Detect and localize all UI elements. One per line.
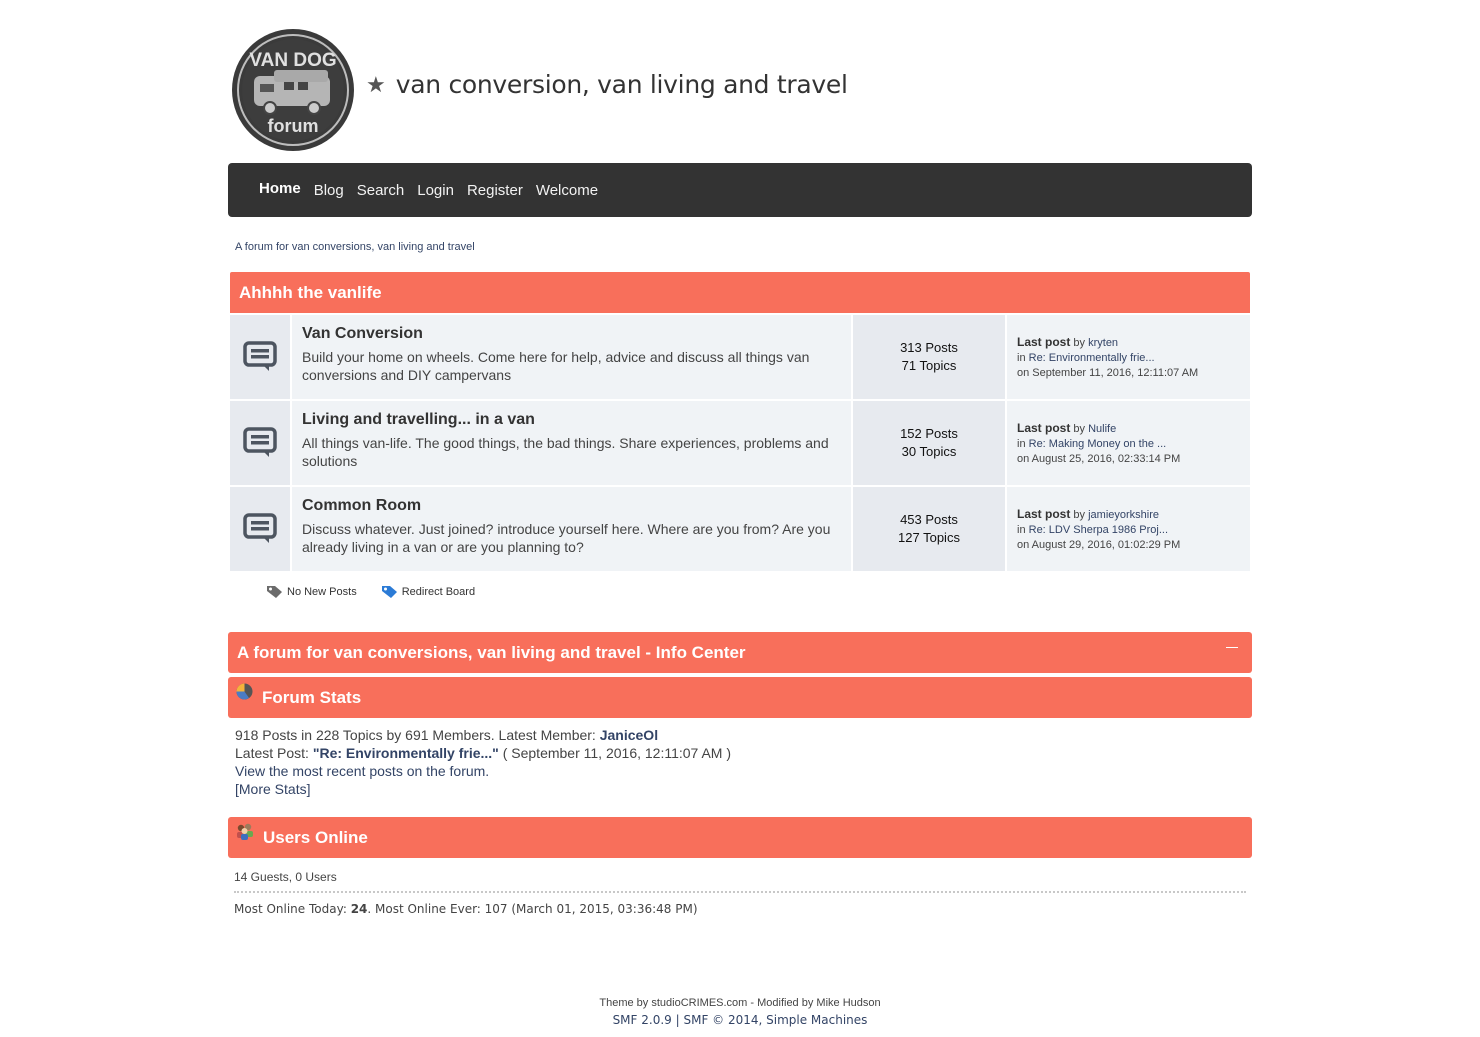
svg-text:VAN DOG: VAN DOG [249,50,337,71]
board-name-link[interactable]: Van Conversion [302,325,423,342]
board-stats [853,487,1005,571]
breadcrumb [235,241,1252,255]
latest-post-date: ( September 11, 2016, 12:11:07 AM ) [498,745,732,761]
tagline-text: van conversion, van living and travel [395,70,848,99]
more-stats-link[interactable]: [More Stats] [235,781,311,797]
main-nav [228,163,1252,217]
by-label: by [1073,337,1086,349]
chat-bubble-icon [243,341,277,373]
last-post-topic[interactable]: Re: Making Money on the ... [1028,438,1167,450]
latest-post-link[interactable]: "Re: Environmentally frie..." [312,745,499,761]
recent-posts-link[interactable]: View the most recent posts on the forum. [235,763,490,779]
forum-stats-title[interactable]: Forum Stats [262,687,362,707]
by-label: by [1073,423,1086,435]
board-description: Build your home on wheels. Come here for help, advice and discuss all things van conversions and DIY campervans [302,349,810,383]
last-post [1007,487,1250,571]
board-info [292,315,851,399]
last-post-date: on August 29, 2016, 01:02:29 PM [1017,539,1181,551]
users-online-summary: 14 Guests, 0 Users [234,858,1246,893]
smf-credit [0,1013,1480,1027]
most-today-value: 24 [350,902,368,916]
post-count: 453 Posts [900,512,958,527]
board-name-link[interactable]: Living and travelling... in a van [302,411,535,428]
page-wrapper [228,0,1252,916]
in-label: in [1017,352,1026,364]
topic-count: 30 Topics [901,444,957,459]
last-post-date: on September 11, 2016, 12:11:07 AM [1017,367,1199,379]
chat-bubble-icon [243,513,277,545]
pie-chart-icon [236,683,253,700]
users-online-body [228,858,1252,916]
separator: | [671,1013,684,1027]
latest-post-label: Latest Post: [235,745,313,761]
by-label: by [1073,509,1086,521]
board-list [230,315,1250,571]
nav-home[interactable]: Home [259,179,301,197]
topic-count: 127 Topics [898,530,960,545]
last-post [1007,315,1250,399]
users-online-title: Users Online [263,827,368,847]
board-name-link[interactable]: Common Room [302,497,422,514]
last-post [1007,401,1250,485]
forum-stats-header [228,677,1252,718]
last-post-author[interactable]: Nulife [1088,423,1117,435]
legend-label: Redirect Board [401,586,476,598]
legend-label: No New Posts [287,586,357,598]
header [228,0,1252,163]
board-row [230,401,1250,485]
nav-login[interactable]: Login [417,181,454,199]
board-info [292,487,851,571]
most-today-label: Most Online Today: [234,902,351,916]
users-online-header [228,817,1252,858]
latest-member-link[interactable]: JaniceOl [599,727,659,743]
footer [0,997,1480,1027]
smf-version-link[interactable]: SMF 2.0.9 [612,1013,672,1027]
board-icon-cell[interactable] [230,487,290,571]
info-center-header [228,632,1252,673]
nav-search[interactable]: Search [356,181,405,199]
most-ever-text: . Most Online Ever: 107 (March 01, 2015, 03:36:48 PM) [367,902,698,916]
collapse-icon[interactable] [1226,647,1238,648]
board-info [292,401,851,485]
most-online-stats [234,893,1246,916]
theme-credit: Theme by studioCRIMES.com - Modified by Mike Hudson [599,997,881,1009]
legend-redirect-board [381,585,475,599]
tag-blue-icon [381,585,398,599]
in-label: in [1017,438,1026,450]
stats-summary: 918 Posts in 228 Topics by 691 Members. Latest Member: [235,727,600,743]
last-post-label: Last post [1017,507,1071,521]
board-row [230,487,1250,571]
info-center-title: A forum for van conversions, van living and travel - Info Center [237,642,746,662]
legend-no-new-posts [266,585,357,599]
users-icon [236,823,254,840]
board-row [230,315,1250,399]
last-post-label: Last post [1017,421,1071,435]
smf-copyright-link[interactable]: SMF © 2014, Simple Machines [683,1013,868,1027]
board-stats [853,401,1005,485]
post-count: 313 Posts [900,340,958,355]
nav-register[interactable]: Register [466,181,523,199]
category-header[interactable] [230,272,1250,313]
last-post-label: Last post [1017,335,1071,349]
forum-logo[interactable] [230,26,356,154]
site-tagline [366,70,848,99]
nav-welcome[interactable]: Welcome [535,181,599,199]
board-description: All things van-life. The good things, the bad things. Share experiences, problems and solutions [302,435,829,469]
tag-grey-icon [266,585,283,599]
breadcrumb-link[interactable]: A forum for van conversions, van living and travel [235,241,475,253]
forum-stats-body [228,718,1252,813]
board-legend [266,585,1252,599]
in-label: in [1017,524,1026,536]
nav-blog[interactable]: Blog [313,181,344,199]
post-count: 152 Posts [900,426,958,441]
board-icon-cell[interactable] [230,401,290,485]
last-post-topic[interactable]: Re: Environmentally frie... [1028,352,1155,364]
board-icon-cell[interactable] [230,315,290,399]
board-stats [853,315,1005,399]
last-post-author[interactable]: kryten [1088,337,1119,349]
board-description: Discuss whatever. Just joined? introduce yourself here. Where are you from? Are you already living in a van or are you planning to? [302,521,831,555]
svg-text:forum: forum [267,116,319,136]
topic-count: 71 Topics [901,358,957,373]
last-post-topic[interactable]: Re: LDV Sherpa 1986 Proj... [1028,524,1169,536]
category-title[interactable]: Ahhhh the vanlife [239,282,382,302]
star-icon: ★ [366,71,386,97]
last-post-date: on August 25, 2016, 02:33:14 PM [1017,453,1181,465]
last-post-author[interactable]: jamieyorkshire [1088,509,1160,521]
chat-bubble-icon [243,427,277,459]
